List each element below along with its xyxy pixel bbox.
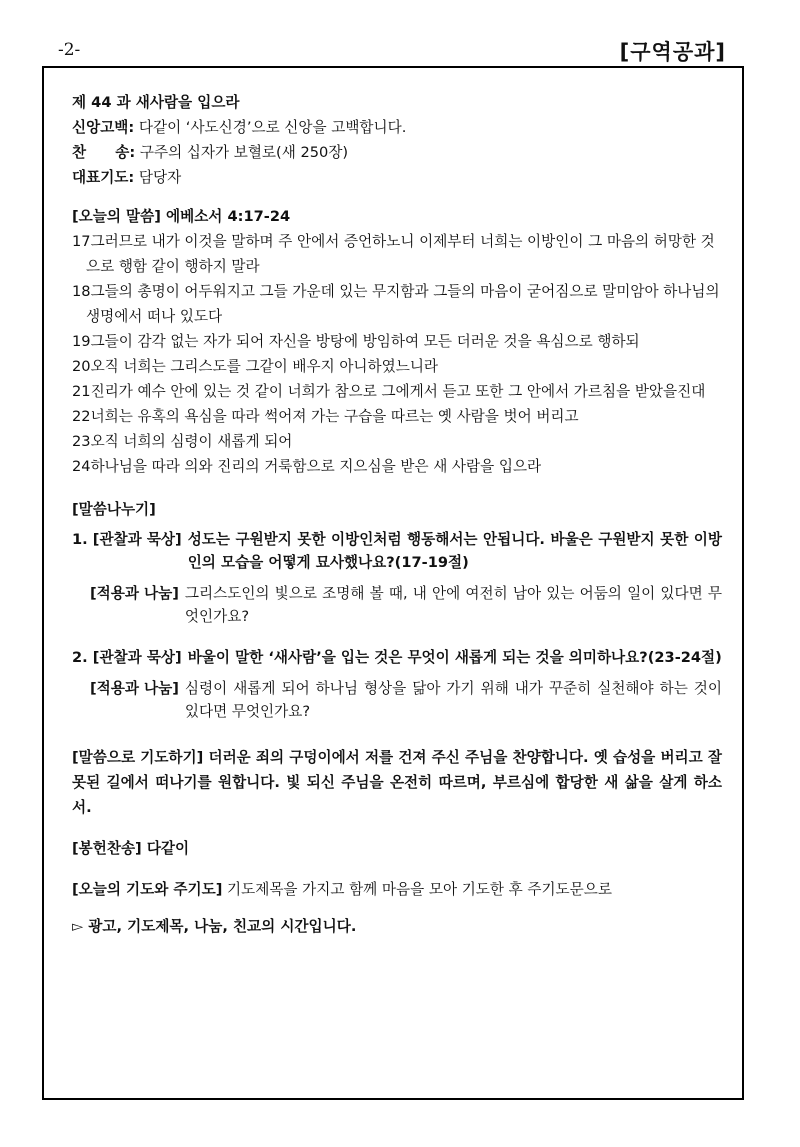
word-prayer-text: 더러운 죄의 구덩이에서 저를 건져 주신 주님을 찬양합니다. 옛 습성을 버리고 잘못된 길에서 떠나기를 원합니다. 빛 되신 주님을 온전히 따르며, 부르심에 합당한 새 삶을 살게 하소서. [72,749,723,816]
creed-text: 다같이 ‘사도신경’으로 신앙을 고백합니다. [134,119,407,136]
verse-19: 19그들이 감각 없는 자가 되어 자신을 방탕에 방임하여 모든 더러운 것을 욕심으로 행하되 [72,333,640,350]
offering-hymn [72,836,722,861]
hymn-label: 찬 송: [72,144,136,161]
creed-line [72,115,722,140]
verse-22: 22너희는 유혹의 욕심을 따라 썩어져 가는 구습을 따르는 옛 사람을 벗어 버리고 [72,408,579,425]
prayer-leader-line [72,165,722,190]
header-title: [구역공과] [619,40,726,64]
lords-prayer-label: [오늘의 기도와 주기도] [72,881,223,898]
hymn-text: 구주의 십자가 보혈로(새 250장) [135,144,349,161]
verse-24: 24하나님을 따라 의와 진리의 거룩함으로 지으심을 받은 새 사람을 입으라 [72,458,542,475]
question-2 [72,646,722,669]
application-1-text: 그리스도인의 빛으로 조명해 볼 때, 내 안에 여전히 남아 있는 어둠의 일이 있다면 무엇인가요? [184,585,722,625]
offering-hymn-text: 다같이 [141,840,190,857]
question-1 [72,528,722,574]
application-2 [72,677,722,723]
verse-23: 23오직 너희의 심령이 새롭게 되어 [72,433,293,450]
scripture-heading-label: [오늘의 말씀] [72,208,161,225]
word-prayer [72,745,722,820]
question-2-label: 2. [관찰과 묵상] [72,649,182,666]
application-2-label: [적용과 나눔] [90,680,179,697]
application-1-label: [적용과 나눔] [90,585,179,602]
offering-hymn-label: [봉헌찬송] [72,840,142,857]
verse-20: 20오직 너희는 그리스도를 그같이 배우지 아니하였느니라 [72,358,439,375]
question-2-text: 바울이 말한 ‘새사람’을 입는 것은 무엇이 새롭게 되는 것을 의미하나요?(23-24절) [187,649,722,666]
scripture-heading [72,204,722,229]
creed-label: 신앙고백: [72,119,135,136]
application-2-text: 심령이 새롭게 되어 하나님 형상을 닮아 가기 위해 내가 꾸준히 실천해야 하는 것이 있다면 무엇인가요? [184,680,722,720]
scripture-reference: 에베소서 4:17-24 [160,208,291,225]
lords-prayer [72,877,722,902]
prayer-leader-label: 대표기도: [72,169,135,186]
page-number: -2- [58,40,81,60]
lesson-content [72,90,722,939]
question-1-label: 1. [관찰과 묵상] [72,531,182,548]
word-prayer-label: [말씀으로 기도하기] [72,749,204,766]
question-1-text: 성도는 구원받지 못한 이방인처럼 행동해서는 안됩니다. 바울은 구원받지 못한 이방인의 모습을 어떻게 묘사했나요?(17-19절) [187,531,722,571]
prayer-leader-text: 담당자 [134,169,182,186]
verse-21: 21진리가 예수 안에 있는 것 같이 너희가 참으로 그에게서 듣고 또한 그 안에서 가르침을 받았을진대 [72,383,706,400]
sharing-heading: [말씀나누기] [72,501,156,518]
lords-prayer-text: 기도제목을 가지고 함께 마음을 모아 기도한 후 주기도문으로 [222,881,612,898]
verse-18: 18그들의 총명이 어두워지고 그들 가운데 있는 무지함과 그들의 마음이 굳어짐으로 말미암아 하나님의 생명에서 떠나 있도다 [72,283,720,325]
lesson-title: 제 44 과 새사람을 입으라 [72,94,240,111]
verse-17: 17그러므로 내가 이것을 말하며 주 안에서 증언하노니 이제부터 너희는 이방인이 그 마음의 허망한 것으로 행함 같이 행하지 말라 [72,233,715,275]
notice-line: ▻ 광고, 기도제목, 나눔, 친교의 시간입니다. [72,918,357,935]
application-1 [72,582,722,628]
hymn-line [72,140,722,165]
